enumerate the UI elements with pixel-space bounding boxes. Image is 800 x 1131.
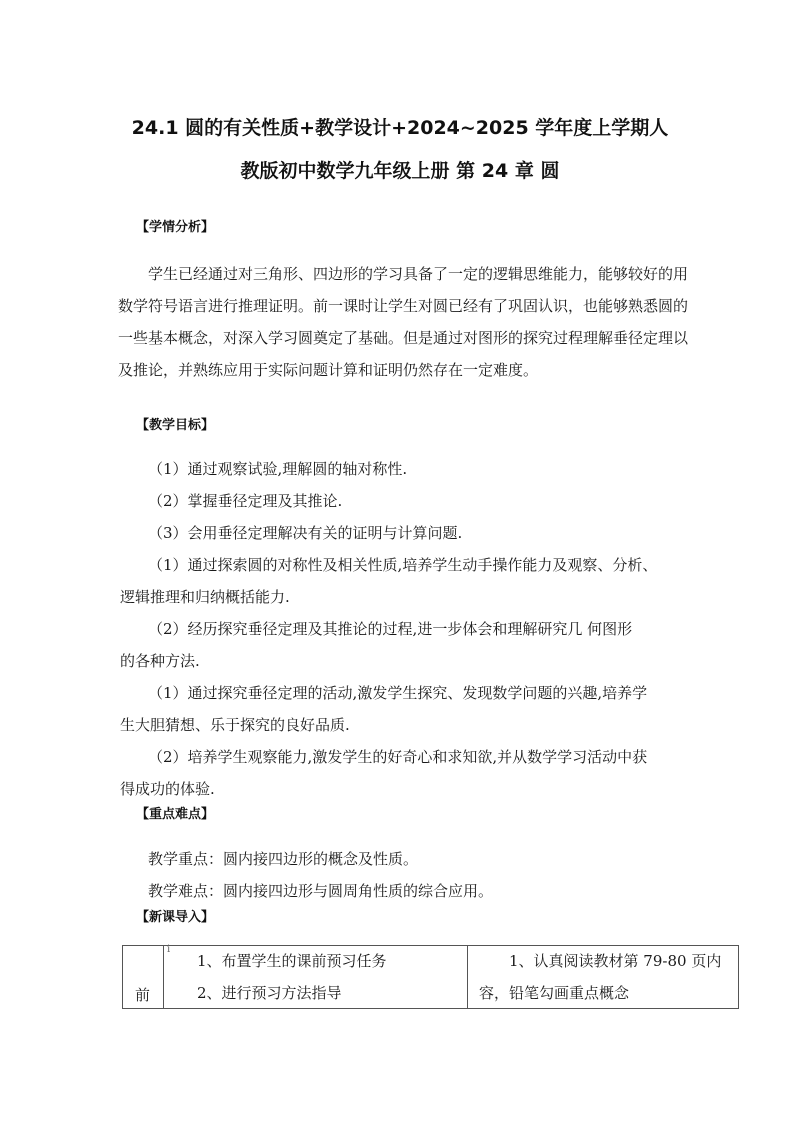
table-stage-label: 前 [135, 986, 151, 1004]
lesson-table [122, 945, 739, 1009]
student-activity-line: 1、认真阅读教材第 79-80 页内 [509, 952, 722, 970]
table-column-divider [467, 946, 468, 1008]
section-heading-intro: 【新课导入】 [136, 910, 215, 925]
goal-item: （1）通过探索圆的对称性及相关性质,培养学生动手操作能力及观察、分析、 [148, 556, 658, 574]
student-activity-line: 容，铅笔勾画重点概念 [479, 984, 630, 1002]
analysis-paragraph: 学生已经通过对三角形、四边形的学习具备了一定的逻辑思维能力，能够较好的用数学符号语言进行推理证明。前一课时让学生对圆已经有了巩固认识，也能够熟悉圆的一些基本概念，对深入学习圆奠定了基础。但是通过对图形的探究过程理解垂径定理以及推论，并熟练应用于实际问题计算和证明仍然存在一定难度。 [118, 265, 689, 379]
goal-item: 的各种方法. [120, 652, 200, 670]
goal-item: 生大胆猜想、乐于探究的良好品质. [120, 716, 350, 734]
table-column-divider [163, 946, 164, 1008]
table-stage-mark: i [167, 944, 171, 955]
goal-item: 得成功的体验. [120, 780, 215, 798]
goal-item: （3）会用垂径定理解决有关的证明与计算问题. [148, 524, 463, 542]
goal-item: （2）掌握垂径定理及其推论. [148, 492, 343, 510]
goal-item: （1）通过探究垂径定理的活动,激发学生探究、发现数学问题的兴趣,培养学 [148, 684, 648, 702]
goal-item: （2）经历探究垂径定理及其推论的过程,进一步体会和理解研究几 何图形 [148, 620, 633, 638]
key-point-item: 教学重点：圆内接四边形的概念及性质。 [148, 850, 419, 868]
section-heading-analysis: 【学情分析】 [136, 220, 215, 235]
teacher-activity-line: 2、进行预习方法指导 [197, 984, 342, 1002]
teacher-activity-line: 1、布置学生的课前预习任务 [197, 952, 387, 970]
goal-item: （2）培养学生观察能力,激发学生的好奇心和求知欲,并从数学学习活动中获 [148, 748, 648, 766]
key-point-item: 教学难点：圆内接四边形与圆周角性质的综合应用。 [148, 882, 494, 900]
goal-item: 逻辑推理和归纳概括能力. [120, 588, 290, 606]
section-heading-key-points: 【重点难点】 [136, 807, 215, 822]
goal-item: （1）通过观察试验,理解圆的轴对称性. [148, 460, 408, 478]
document-title-line-1: 24.1 圆的有关性质+教学设计+2024~2025 学年度上学期人 [131, 117, 669, 139]
document-title-line-2: 教版初中数学九年级上册 第 24 章 圆 [240, 160, 560, 182]
section-heading-goals: 【教学目标】 [136, 418, 215, 433]
